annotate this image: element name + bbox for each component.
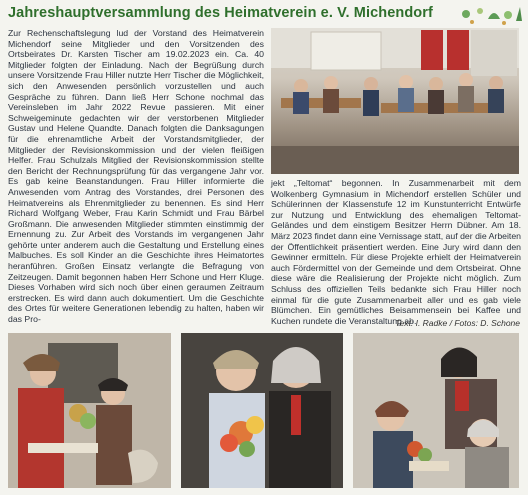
two-women-with-bouquet-illustration [181,333,343,488]
photo-credit: Text: I. Radke / Fotos: D. Schone [395,318,520,328]
meeting-room-illustration [271,28,519,174]
woman-handing-flowers-photo [8,333,171,488]
women-seated-with-flowers-photo [353,333,519,488]
article-title: Jahreshauptversammlung des Heimatverein e. V. Michendorf [8,5,433,21]
women-seated-with-flowers-illustration [353,333,519,488]
body-paragraph-1: Zur Rechenschaftslegung lud der Vorstand des Heimatverein Michendorf seine Mitglieder und den Vorsitzenden des Ortsbeirates Dr. Karsten Tischer am 19.02.2023 ein. Ca. 40 Mitglieder folgten der Einladung. Nach der Begrüßung durch unsere Vorsitzende Frau Hiller nutzte Herr Tischer die Möglichkeit, sich den Anwesenden persönlich vorzustellen und auch Gespräche zu führen. Dann ließ Herr Schone nochmal das Vereinsleben im Jahr 2022 Revue passieren. Mit einer Schweigeminute gedachten wir der verstorbenen Mitglieder Gustav und Helene Quandte. Danach folgten die Danksagungen für die ehrenamtliche Arbeit der Vorstandsmitglieder, der Mitglieder der Revisionskommission und der vielen fleißigen Helfer. Frau Schulzals Mitglied der Revisionskommission stellte den Bericht der Rechnungsprüfung für das vergangene Jahr vor. Es gab keine Beanstandungen. Frau Hiller informierte die Anwesenden vom Antrag des Vorstandes, drei Personen des Heimatvereins als Ehrenmitglieder zu benennen. Es sind Herr Richard Wolfgang Weber, Frau Karin Schmidt und Frau Bärbel Großmann. Die anwesenden Mitglieder stimmten einstimmig der Ernennung zu. Zur Arbeit des Vorstands im vergangenen Jahr gehörte unter anderem auch die Gestaltung und Erstellung eines Malbuches. Es soll Kinder an die Geschichte ihres Heimatortes heranführen. Großen Einsatz verlangte die Befragung von Zeitzeugen. Damit begonnen haben Herr Schone und Herr Kluge. Dieses Vorhaben wird sich noch über einen geraumen Zeitraum erstrecken. Es wird dann auch dokumentiert. Um die Geschichte des Ortes für weitere Generationen lebendig zu halten, haben wir das Pro- [8,28,264,325]
meeting-room-photo [271,28,519,174]
article-text-column-1 [8,28,264,328]
body-paragraph-2: jekt „Teltomat“ begonnen. In Zusammenarbeit mit dem Wolkenberg Gymnasium in Michendorf erstellen Schüler und Schülerinnen der Klassenstufe 12 im Kunstunterricht Entwürfe zur Nutzung und Entwicklung des ehemaligen Teltomat-Geländes und dem einstigem Besitzer Herrn Dübner. Am 18. März 2023 findet dann eine Vernissage statt, auf der die Arbeiten der Öffentlichkeit präsentiert werden. Eine Jury wird dann den Gewinner ermitteln. Für diese Projekte erhielt der Heimatverein auch Fördermittel von der Gemeinde und dem Ortsbeirat. Ohne diese wäre die Realisierung der Projekte nicht möglich. Zum Schluss des offiziellen Teils bedankte sich Frau Hiller noch einmal für die gute Zusammenarbeit aller und es gab viele Blümchen. Ein gemütliches Beisammensein bei Kaffee und Kuchen rundete die Veranstaltung ab. [271,178,521,326]
two-women-with-bouquet-photo [181,333,343,488]
woman-handing-flowers-illustration [8,333,171,488]
floral-ornament-icon [458,1,524,27]
